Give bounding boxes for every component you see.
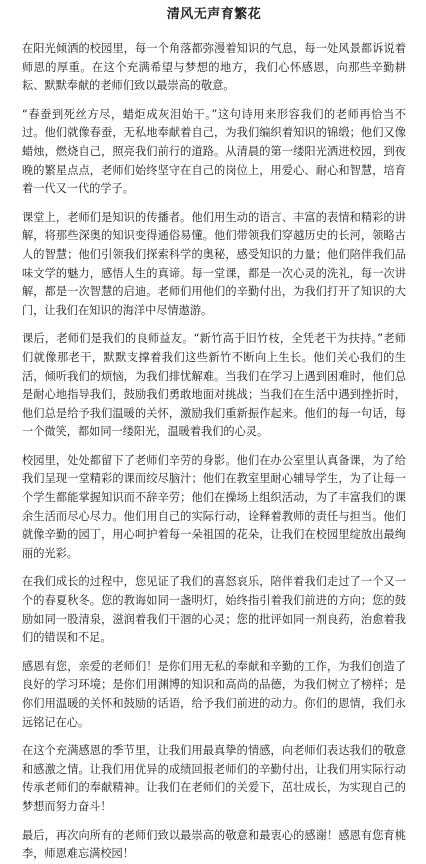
- paragraph-7: 感恩有您，亲爱的老师们！是你们用无私的奉献和辛勤的工作，为我们创造了良好的学习环境；是你们用渊博的知识和高尚的品德，为我们树立了榜样；是你们用温暖的关怀和鼓励的话语，给予我们前进的动力。你们的恩情，我们永远铭记在心。: [22, 659, 406, 729]
- paragraph-9: 最后，再次向所有的老师们致以最崇高的敬意和最衷心的感谢！感恩有您育桃李，师恩难忘满校园！: [22, 828, 406, 861]
- paragraph-5: 校园里，处处都留下了老师们辛劳的身影。他们在办公室里认真备课，为了给我们呈现一堂精彩的课而绞尽脑汁；他们在教室里耐心辅导学生，为了让每一个学生都能掌握知识而不辞辛劳；他们在操场上组织活动，为了丰富我们的课余生活而尽心尽力。他们用自己的实际行动，诠释着教师的责任与担当。他们就像辛勤的园丁，用心呵护着每一朵祖国的花朵，让我们在校园里绽放出最绚丽的光彩。: [22, 453, 406, 560]
- paragraph-6: 在我们成长的过程中，您见证了我们的喜怒哀乐，陪伴着我们走过了一个又一个的春夏秋冬。您的教诲如同一盏明灯，始终指引着我们前进的方向；您的鼓励如同一股清泉，滋润着我们干涸的心灵；您的批评如同一剂良药，治愈着我们的错误和不足。: [22, 575, 406, 645]
- paragraph-4: 课后，老师们是我们的良师益友。“新竹高于旧竹枝，全凭老干为扶持。”老师们就像那老干，默默支撑着我们这些新竹不断向上生长。他们关心我们的生活，倾听我们的烦恼，为我们排忧解难。当我们在学习上遇到困难时，他们总是耐心地指导我们，鼓励我们勇敢地面对挑战；当我们在生活中遇到挫折时，他们总是给予我们温暖的关怀，激励我们重新振作起来。他们的每一句话，每一个微笑，都如同一缕阳光，温暖着我们的心灵。: [22, 332, 406, 439]
- article-title: 清风无声育繁花: [166, 7, 262, 22]
- paragraph-2: “春蚕到死丝方尽，蜡炬成灰泪始干。”这句诗用来形容我们的老师再恰当不过。他们就像春蚕，无私地奉献着自己，为我们编织着知识的锦缎；他们又像蜡烛，燃烧自己，照亮我们前行的道路。从清晨的第一缕阳光洒进校园，到夜晚的繁星点点，老师们始终坚守在自己的岗位上，用爱心、耐心和智慧，培育着一代又一代的学子。: [22, 107, 406, 196]
- paragraph-8: 在这个充满感恩的季节里，让我们用最真挚的情感，向老师们表达我们的敬意和感激之情。让我们用优异的成绩回报老师们的辛勤付出，让我们用实际行动传承老师们的奉献精神。让我们在老师们的关爱下，茁壮成长，为实现自己的梦想而努力奋斗！: [22, 744, 406, 813]
- paragraph-3: 课堂上，老师们是知识的传播者。他们用生动的语言、丰富的表情和精彩的讲解，将那些深奥的知识变得通俗易懂。他们带领我们穿越历史的长河，领略古人的智慧；他们引领我们探索科学的奥秘，感受知识的力量；他们陪伴我们品味文学的魅力，感悟人生的真谛。每一堂课，都是一次心灵的洗礼，每一次讲解，都是一次智慧的启迪。老师们用他们的辛勤付出，为我们打开了知识的大门，让我们在知识的海洋中尽情遨游。: [22, 210, 406, 317]
- paragraph-1: 在阳光倾洒的校园里，每一个角落都弥漫着知识的气息，每一处风景都诉说着师恩的厚重。在这个充满希望与梦想的地方，我们心怀感恩，向那些辛勤耕耘、默默奉献的老师们致以最崇高的敬意。: [22, 42, 406, 93]
